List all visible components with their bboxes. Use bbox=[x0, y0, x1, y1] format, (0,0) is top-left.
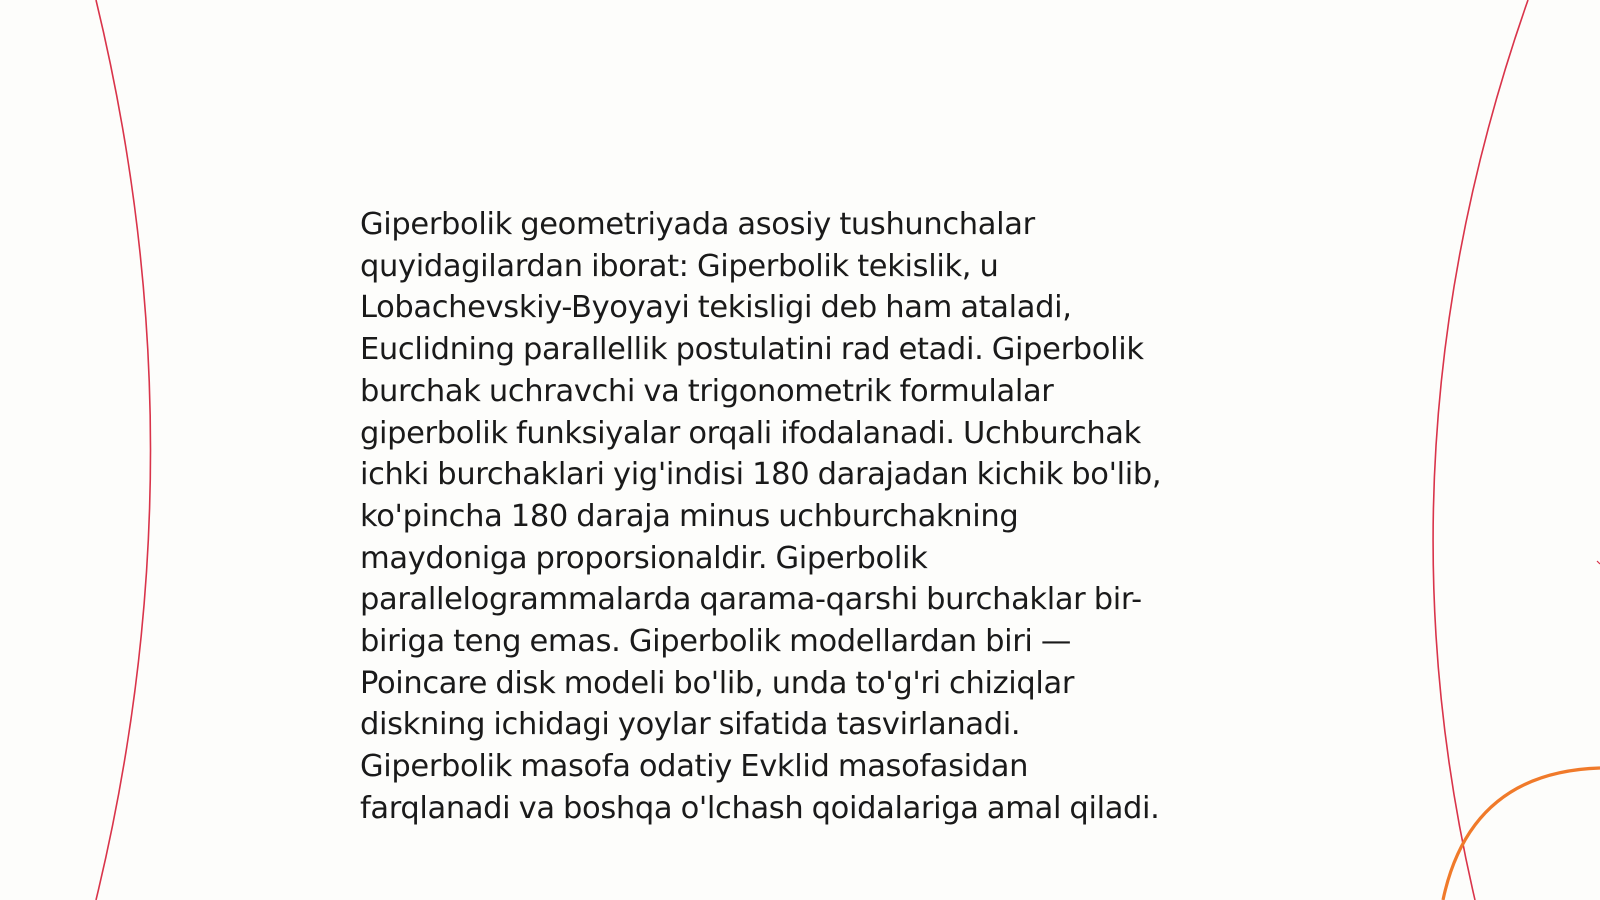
paragraph-line: biriga teng emas. Giperbolik modellardan biri — bbox=[360, 624, 1072, 660]
paragraph-line: ichki burchaklari yig'indisi 180 darajadan kichik bo'lib, bbox=[360, 457, 1162, 493]
right-red-arc bbox=[1433, 0, 1528, 900]
paragraph-line: giperbolik funksiyalar orqali ifodalanadi. Uchburchak bbox=[360, 415, 1141, 451]
left-red-arc bbox=[96, 0, 151, 900]
paragraph-line: diskning ichidagi yoylar sifatida tasvirlanadi. bbox=[360, 707, 1021, 743]
paragraph-line: Euclidning parallellik postulatini rad etadi. Giperbolik bbox=[360, 332, 1144, 368]
paragraph-line: ko'pincha 180 daraja minus uchburchakning bbox=[360, 498, 1019, 534]
body-paragraph bbox=[360, 204, 1260, 830]
paragraph-line: farqlanadi va boshqa o'lchash qoidalariga amal qiladi. bbox=[360, 790, 1160, 826]
paragraph-line: maydoniga proporsionaldir. Giperbolik bbox=[360, 540, 928, 576]
paragraph-line: parallelogrammalarda qarama-qarshi burchaklar bir- bbox=[360, 582, 1142, 618]
paragraph-line: Giperbolik masofa odatiy Evklid masofasidan bbox=[360, 749, 1029, 785]
bottom-right-orange-arc bbox=[1443, 768, 1600, 900]
paragraph-line: Lobachevskiy-Byoyayi tekisligi deb ham ataladi, bbox=[360, 290, 1072, 326]
paragraph-line: burchak uchravchi va trigonometrik formulalar bbox=[360, 373, 1054, 409]
paragraph-line: Poincare disk modeli bo'lib, unda to'g'ri chiziqlar bbox=[360, 665, 1075, 701]
paragraph-line: quyidagilardan iborat: Giperbolik tekislik, u bbox=[360, 248, 999, 284]
paragraph-line: Giperbolik geometriyada asosiy tushunchalar bbox=[360, 207, 1035, 242]
